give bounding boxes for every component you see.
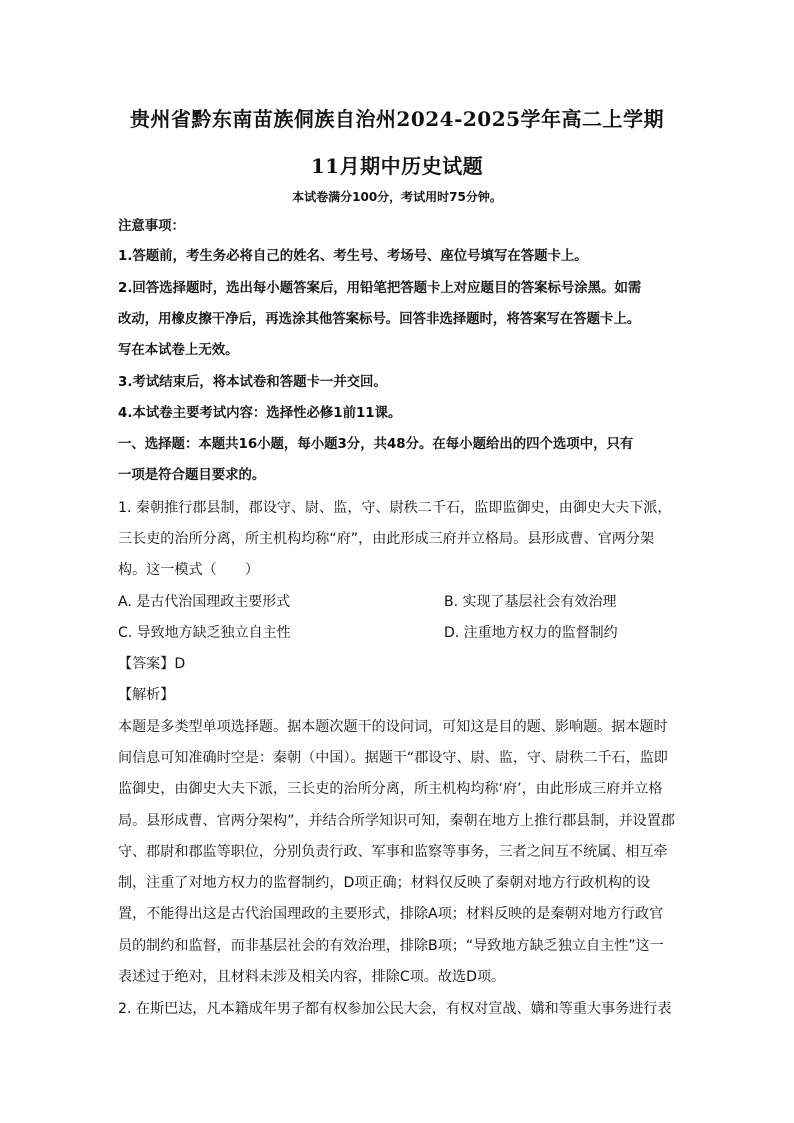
q1-analysis-heading: 【解析】: [118, 687, 175, 703]
notes-item-4: 4.本试卷主要考试内容：选择性必修1前11课。: [118, 406, 402, 421]
q1-option-a: A. 是古代治国理政主要形式: [118, 594, 291, 610]
notes-item-3: 3.考试结束后，将本试卷和答题卡一并交回。: [118, 375, 387, 390]
document-title-line2: 11月期中历史试题: [310, 154, 484, 178]
notes-heading: 注意事项：: [118, 219, 185, 234]
q2-stem-line1: 2. 在斯巴达，凡本籍成年男子都有权参加公民大会，有权对宣战、媾和等重大事务进行表: [118, 1001, 672, 1017]
q1-stem-line1: 1. 秦朝推行郡县制，郡设守、尉、监，守、尉秩二千石，监即监御史，由御史大夫下派，: [118, 500, 672, 516]
q1-analysis-line: 置，不能得出这是古代治国理政的主要形式，排除A项；材料反映的是秦朝对地方行政官: [118, 906, 664, 922]
q1-analysis-line: 制，注重了对地方权力的监督制约，D项正确；材料仅反映了秦朝对地方行政机构的设: [118, 875, 651, 891]
notes-item-2-line3: 写在本试卷上无效。: [118, 343, 239, 358]
q1-analysis-line: 局。县形成曹、官两分架构”，并结合所学知识可知，秦朝在地方上推行郡县制，并设置郡: [118, 813, 675, 829]
notes-item-2-line1: 2.回答选择题时，选出每小题答案后，用铅笔把答题卡上对应题目的答案标号涂黑。如需: [118, 281, 642, 296]
q1-analysis-line: 本题是多类型单项选择题。据本题次题干的设问词，可知这是目的题、影响题。据本题时: [118, 719, 668, 735]
exam-info: 本试卷满分100分，考试用时75分钟。: [292, 190, 502, 204]
q1-analysis-line: 守、郡尉和郡监等职位，分别负责行政、军事和监察等事务，三者之间互不统属、相互牵: [118, 844, 668, 860]
q1-analysis-line: 间信息可知准确时空是：秦朝（中国）。据题干“郡设守、尉、监，守、尉秩二千石，监即: [118, 750, 668, 766]
q1-option-c: C. 导致地方缺乏独立自主性: [118, 625, 291, 641]
q1-option-b: B. 实现了基层社会有效治理: [444, 594, 617, 610]
section-heading-line1: 一、选择题：本题共16小题，每小题3分，共48分。在每小题给出的四个选项中，只有: [118, 437, 634, 452]
q1-analysis-line: 员的制约和监督，而非基层社会的有效治理，排除B项；“导致地方缺乏独立自主性”这一: [118, 938, 664, 954]
q1-analysis-line: 表述过于绝对，且材料未涉及相关内容，排除C项。故选D项。: [118, 969, 506, 985]
q1-option-d: D. 注重地方权力的监督制约: [444, 625, 618, 641]
section-heading-line2: 一项是符合题目要求的。: [118, 468, 266, 483]
document-title-line1: 贵州省黔东南苗族侗族自治州2024-2025学年高二上学期: [129, 107, 665, 131]
q1-stem-line3: 构。这一模式（ ）: [118, 562, 259, 578]
q1-answer: 【答案】D: [118, 656, 186, 672]
q1-analysis-line: 监御史，由御史大夫下派，三长吏的治所分离，所主机构均称‘府’，由此形成三府并立格: [118, 781, 663, 797]
notes-item-2-line2: 改动，用橡皮擦干净后，再选涂其他答案标号。回答非选择题时，将答案写在答题卡上。: [118, 312, 641, 327]
q1-stem-line2: 三长吏的治所分离，所主机构均称“府”，由此形成三府并立格局。县形成曹、官两分架: [118, 531, 655, 547]
notes-item-1: 1.答题前，考生务必将自己的姓名、考生号、考场号、座位号填写在答题卡上。: [118, 249, 588, 264]
